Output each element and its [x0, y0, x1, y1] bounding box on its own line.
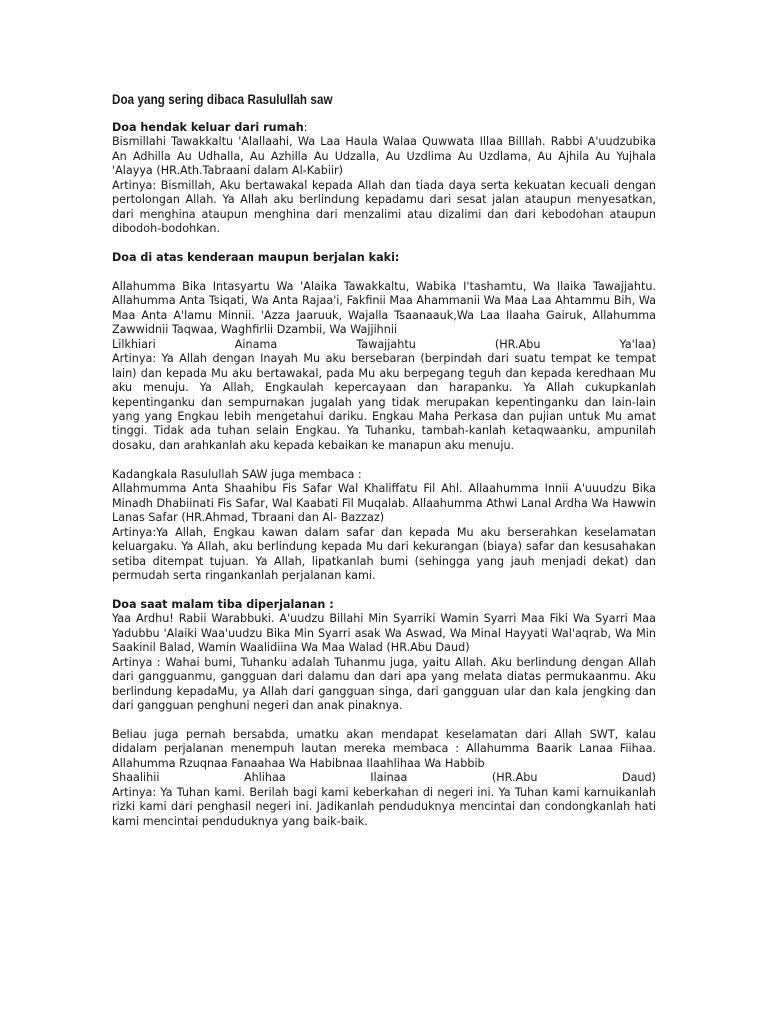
section-heading: Doa di atas kenderaan maupun berjalan kaki:: [112, 251, 400, 265]
translation-text: Artinya: Ya Allah dengan Inayah Mu aku bersebaran (berpindah dari suatu tempat ke tempat lain) dan kepada Mu aku bertawakal, pada Mu aku berpegang teguh dan kepada keredhaan Mu aku menuju. Ya Allah, Engkaulah kepercayaan dan harapanku. Ya Allah cukupkanlah kepentinganku dan sempurnakan jugalah yang tidak merupakan kepentinganku dan lain-lain yang yang Engkau lebih mengetahui dariku. Engkau Maha Perkasa dan pujian untuk Mu amat tinggi. Tidak ada tuhan selain Engkau. Ya Tuhanku, tambah-kanlah ketaqwaanku, ampunilah dosaku, dan arahkanlah aku kepada kebaikan ke manapun aku menuju.: [112, 352, 656, 452]
prayer-text: Allahmumma Anta Shaahibu Fis Safar Wal Khaliffatu Fil Ahl. Allaahumma Innii A'uuudzu Bika Minadh Dhabiinati Fis Safar, Wal Kaabati Fil Muqalab. Allaahumma Athwi Lanal Ardha Wa Hawwin Lanas Safar (HR.Ahmad, Tbraani dan Al- Bazzaz): [112, 482, 656, 525]
section-vehicle: [112, 251, 656, 265]
section-heading: Doa hendak keluar dari rumah:: [112, 121, 308, 134]
section-leaving-home: [112, 121, 656, 237]
translation-text: Artinya: Ya Tuhan kami. Berilah bagi kami keberkahan di negeri ini. Ya Tuhan kami karnuikanlah rizki kami dari penghasil negeri ini. Jadikanlah penduduknya mencintai dan condongkanlah hati kami mencintai penduduknya yang baik-baik.: [112, 785, 656, 828]
prayer-text-last-line: Shaalihii Ahlihaa Ilainaa (HR.Abu Daud): [112, 771, 656, 785]
document-page: [112, 92, 656, 844]
prayer-text: Allahumma Bika Intasyartu Wa 'Alaika Tawakkaltu, Wabika I'tashamtu, Wa Ilaika Tawajjahtu. Allahumma Anta Tsiqati, Wa Anta Rajaa'i, Fakfinii Maa Ahammanii Wa Maa Laa Ahtammu Bih, Wa Maa Anta A'lamu Minnii. 'Azza Jaaruuk, Wajalla Tsaanaauk,Wa Laa Ilaaha Gairuk, Allahumma Zawwidnii Taqwaa, Waghfirlii Dzambii, Wa Wajjihnii: [112, 279, 656, 337]
section-night: [112, 598, 656, 714]
translation-text: Artinya:Ya Allah, Engkau kawan dalam safar dan kepada Mu aku berserahkan keselamatan keluargaku. Ya Allah, aku berlindung kepada Mu dari kekurangan (biaya) safar dan kesusahakan setiba ditempat tujuan. Ya Allah, lipatkanlah bumi (sehingga yang jauh menjadi dekat) dan permudah serta ringankanlah perjalanan kami.: [112, 525, 656, 582]
page-title: Doa yang sering dibaca Rasulullah saw: [112, 92, 333, 107]
section-sea: [112, 728, 656, 771]
prayer-text: Bismillahi Tawakkaltu 'Alallaahi, Wa Laa Haula Walaa Quwwata Illaa Billlah. Rabbi A'uudzubika An Adhilla Au Udhalla, Au Azhilla Au Udzalla, Au Uzdlima Au Uzdlama, Au Ajhila Au Yujhala 'Alayya (HR.Ath.Tabraani dalam Al-Kabiir): [112, 135, 656, 178]
translation-text: Artinya: Bismillah, Aku bertawakal kepada Allah dan tiada daya serta kekuatan kecuali dengan pertolongan Allah. Ya Allah aku berlindung kepadamu dari sesat jalan ataupun menyesatkan, dari menghina ataupun menghina dari menzalimi atau dizalimi dan dari kebodohan ataupun dibodoh-bodohkan.: [112, 178, 656, 236]
translation-text: Artinya : Wahai bumi, Tuhanku adalah Tuhanmu juga, yaitu Allah. Aku berlindung dengan Allah dari gangguanmu, gangguan dari dalamu dan dari apa yang melata diatas permukaanmu. Aku berlindung kepadaMu, ya Allah dari gangguan singa, dari gangguan ular dan kala jengking dan dari gangguan penghuni negeri dan anak pinaknya.: [112, 655, 656, 713]
prayer-text: Beliau juga pernah bersabda, umatku akan mendapat keselamatan dari Allah SWT, kalau didalam perjalanan menempuh lautan mereka membaca : Allahumma Baarik Lanaa Fiihaa. Allahumma Rzuqnaa Fanaahaa Wa Habibnaa Ilaahlihaa Wa Habbib: [112, 727, 656, 770]
prayer-text: Yaa Ardhu! Rabii Warabbuki. A'uudzu Billahi Min Syarriki Wamin Syarri Maa Fiki Wa Syarri Maa Yadubbu 'Alaiki Waa'uudzu Bika Min Syarri asak Wa Aswad, Wa Minal Hayyati Wal'aqrab, Wa Min Saakinil Balad, Wamin Waalidiina Wa Maa Walad (HR.Abu Daud): [112, 612, 656, 655]
section-vehicle-body: [112, 280, 656, 338]
section-sometimes: [112, 468, 656, 584]
intro-text: Kadangkala Rasulullah SAW juga membaca :: [112, 467, 362, 481]
prayer-text-last-line: Lilkhiari Ainama Tawajjahtu (HR.Abu Ya'laa): [112, 337, 656, 351]
section-heading: Doa saat malam tiba diperjalanan :: [112, 597, 334, 611]
